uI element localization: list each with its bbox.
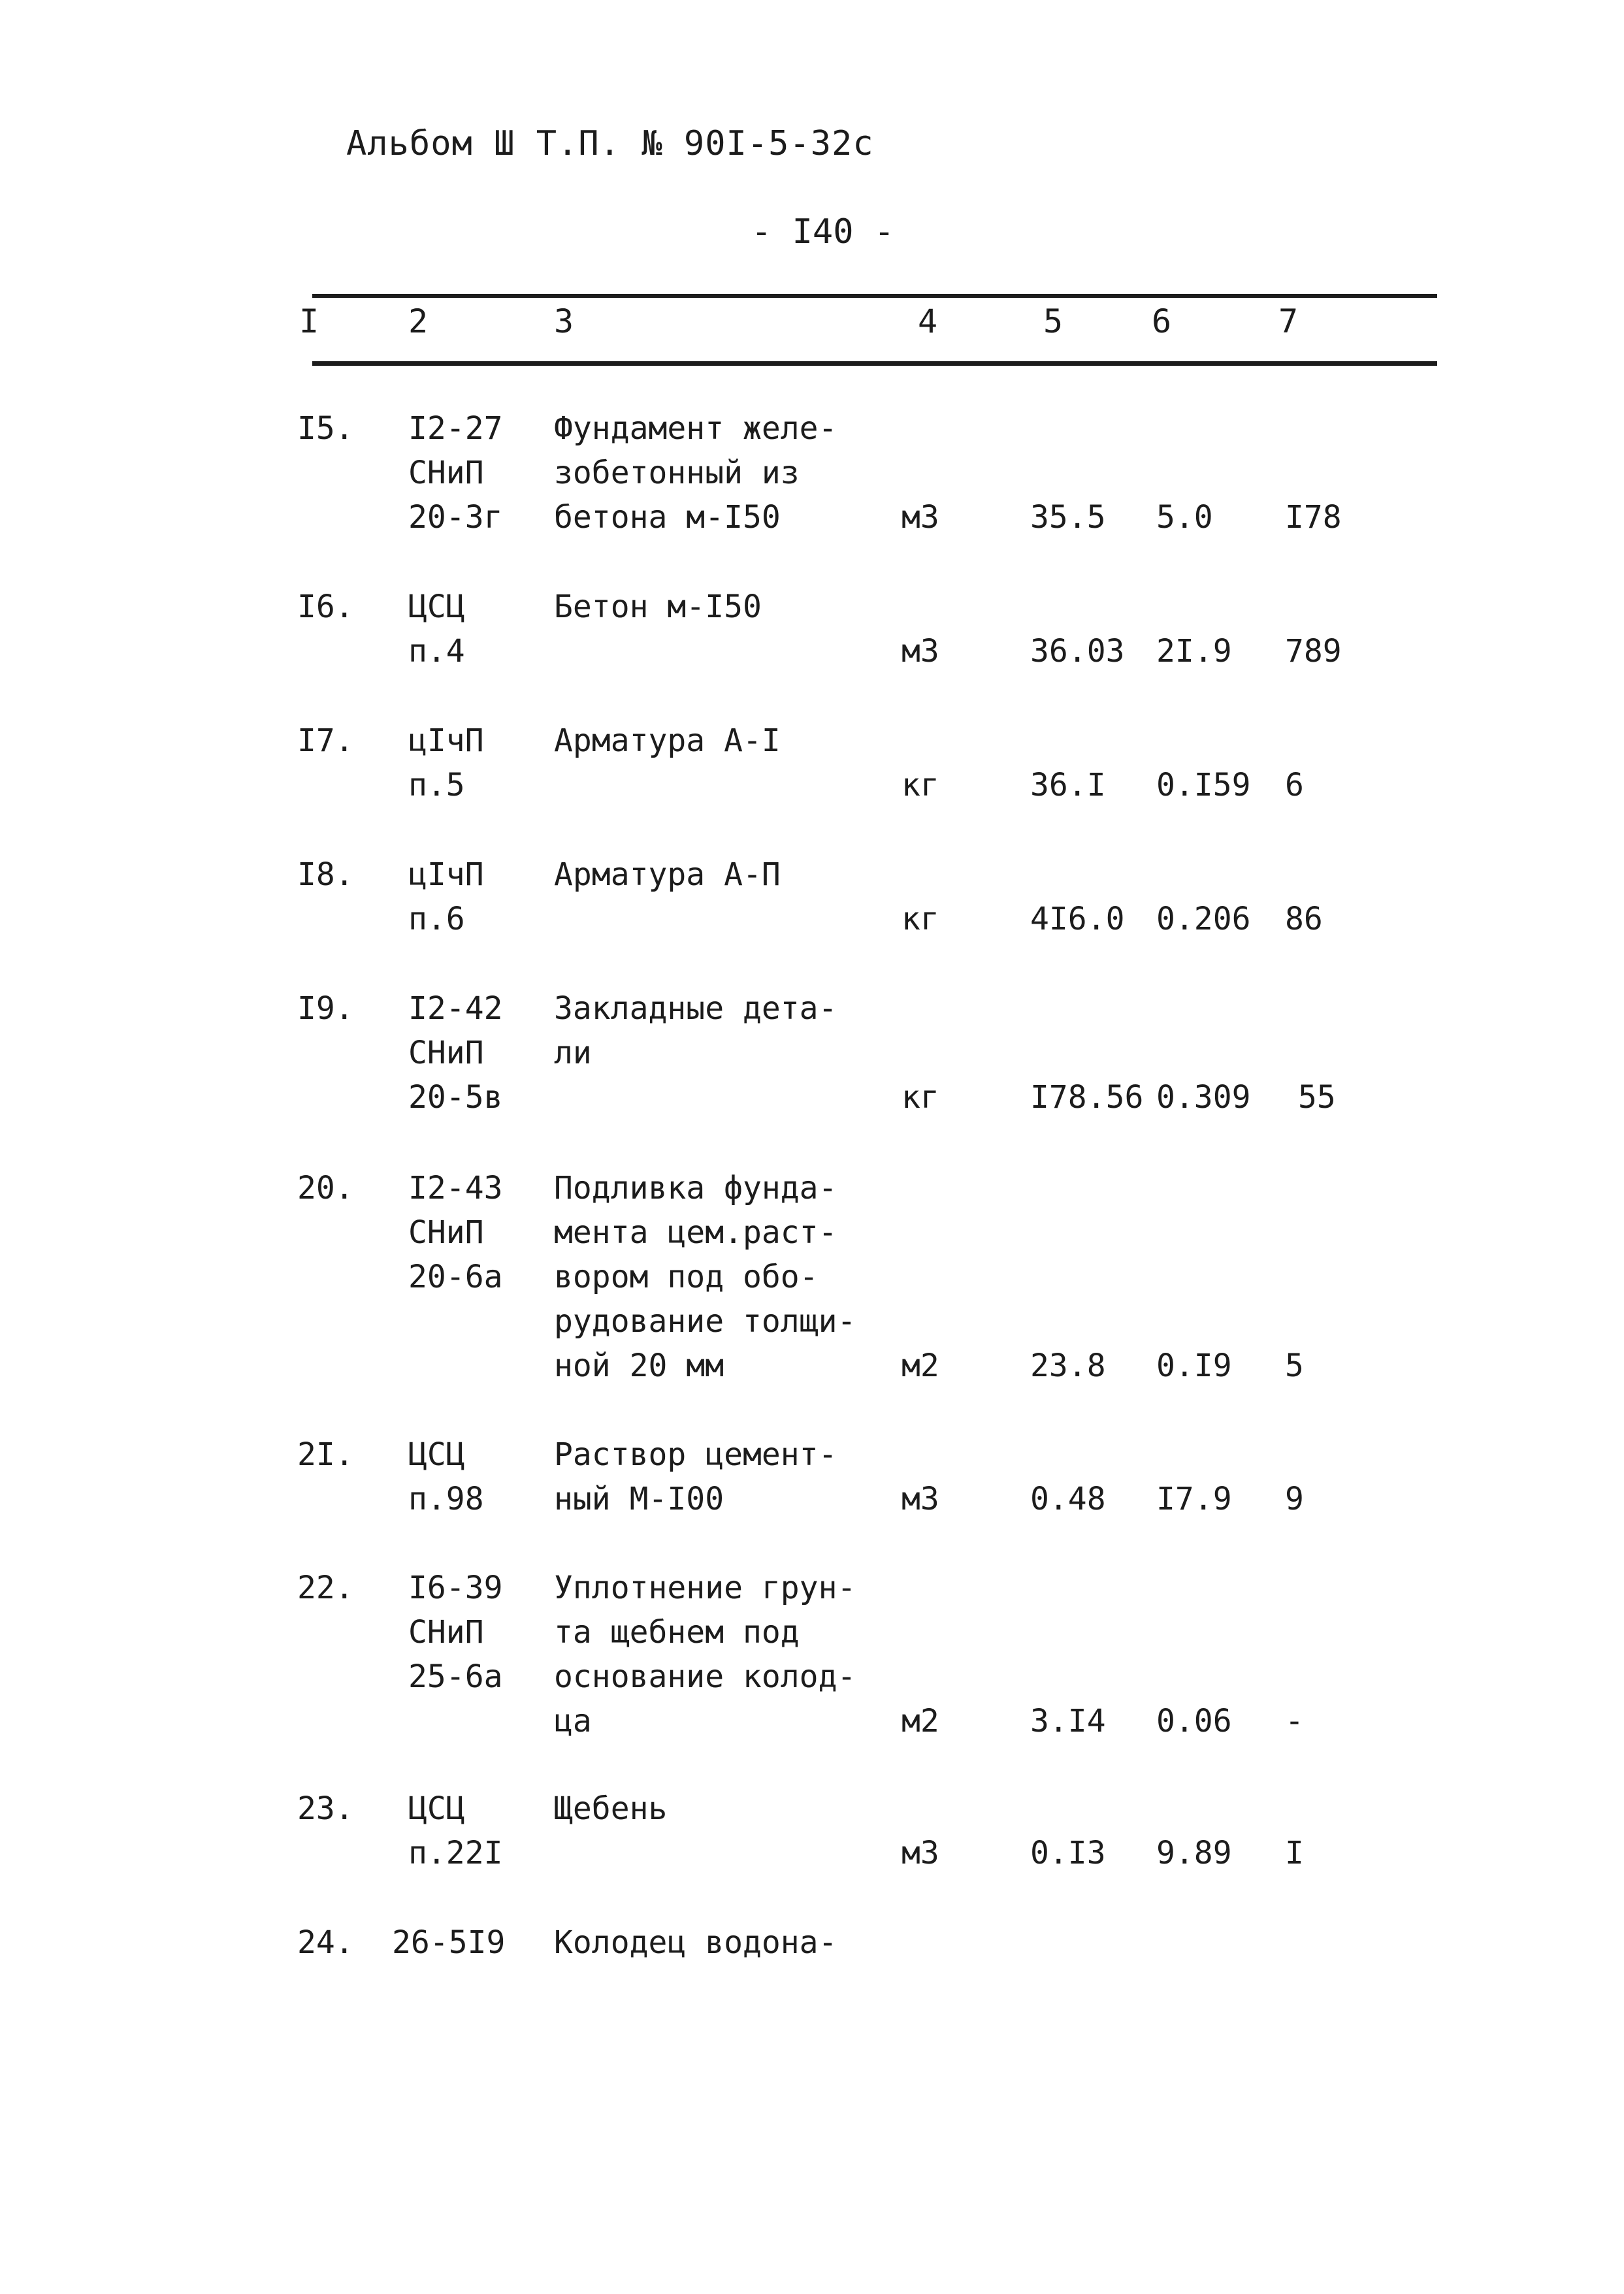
row-number: 22. (297, 1570, 354, 1606)
row-code: ЦСЦ п.4 (408, 589, 465, 670)
column-header-4: 4 (918, 302, 938, 340)
row-code: I2-43 СНиП 20-6а (408, 1170, 503, 1295)
row-unit-price: 0.309 (1156, 1079, 1251, 1116)
row-description: Уплотнение грун- та щебнем под основание колод- ца (554, 1570, 856, 1739)
row-quantity: 23.8 (1030, 1348, 1106, 1384)
row-number: I6. (297, 589, 354, 625)
row-number: I8. (297, 856, 354, 893)
row-quantity: 0.48 (1030, 1481, 1106, 1517)
row-unit: кг (901, 901, 939, 937)
row-unit-price: 2I.9 (1156, 633, 1232, 670)
row-unit: м3 (901, 1481, 939, 1517)
column-header-7: 7 (1278, 302, 1299, 340)
row-description: Подливка фунда- мента цем.раст- вором под обо- рудование толщи- ной 20 мм (554, 1170, 856, 1384)
row-code: 26-5I9 (392, 1924, 506, 1961)
row-total: 86 (1285, 901, 1323, 937)
row-description: Закладные дета- ли (554, 990, 837, 1071)
row-code: I6-39 СНиП 25-6а (408, 1570, 503, 1695)
row-unit: кг (901, 1079, 939, 1116)
row-unit-price: 0.206 (1156, 901, 1251, 937)
column-header-2: 2 (408, 302, 429, 340)
row-quantity: I78.56 (1030, 1079, 1144, 1116)
row-code: I2-27 СНиП 20-3г (408, 410, 503, 536)
row-description: Бетон м-I50 (554, 589, 762, 625)
row-unit-price: 0.I59 (1156, 767, 1251, 803)
album-title: Альбом Ш Т.П. № 90I-5-32с (346, 124, 874, 163)
row-description: Фундамент желе- зобетонный из бетона м-I50 (554, 410, 837, 536)
row-unit: м2 (901, 1348, 939, 1384)
row-unit: м3 (901, 499, 939, 536)
row-quantity: 35.5 (1030, 499, 1106, 536)
row-total: - (1285, 1703, 1304, 1739)
row-total: 6 (1285, 767, 1304, 803)
row-unit-price: I7.9 (1156, 1481, 1232, 1517)
row-number: 2I. (297, 1436, 354, 1473)
row-unit-price: 5.0 (1156, 499, 1213, 536)
row-description: Арматура А-П (554, 856, 781, 893)
row-number: I9. (297, 990, 354, 1027)
row-total: 55 (1298, 1079, 1336, 1116)
row-description: Щебень (554, 1790, 668, 1827)
row-quantity: 36.I (1030, 767, 1106, 803)
row-unit: м2 (901, 1703, 939, 1739)
row-unit: м3 (901, 1835, 939, 1871)
column-header-6: 6 (1152, 302, 1172, 340)
row-number: 23. (297, 1790, 354, 1827)
row-code: ЦСЦ п.98 (408, 1436, 484, 1517)
row-unit: кг (901, 767, 939, 803)
row-description: Раствор цемент- ный М-I00 (554, 1436, 837, 1517)
row-quantity: 4I6.0 (1030, 901, 1125, 937)
row-total: 9 (1285, 1481, 1304, 1517)
row-description: Арматура А-I (554, 722, 781, 759)
row-unit: м3 (901, 633, 939, 670)
row-description: Колодец водона- (554, 1924, 837, 1961)
page-number: - I40 - (751, 212, 895, 251)
row-total: I (1285, 1835, 1304, 1871)
row-unit-price: 0.06 (1156, 1703, 1232, 1739)
row-quantity: 36.03 (1030, 633, 1125, 670)
row-code: ЦСЦ п.22I (408, 1790, 503, 1871)
row-number: I5. (297, 410, 354, 447)
row-total: I78 (1285, 499, 1342, 536)
row-quantity: 0.I3 (1030, 1835, 1106, 1871)
row-unit-price: 0.I9 (1156, 1348, 1232, 1384)
row-number: I7. (297, 722, 354, 759)
row-total: 789 (1285, 633, 1342, 670)
column-header-3: 3 (554, 302, 574, 340)
column-header-1: I (299, 302, 319, 340)
row-number: 24. (297, 1924, 354, 1961)
row-unit-price: 9.89 (1156, 1835, 1232, 1871)
row-code: цIчП п.6 (408, 856, 484, 937)
row-quantity: 3.I4 (1030, 1703, 1106, 1739)
row-number: 20. (297, 1170, 354, 1206)
row-code: цIчП п.5 (408, 722, 484, 803)
row-total: 5 (1285, 1348, 1304, 1384)
row-code: I2-42 СНиП 20-5в (408, 990, 503, 1116)
column-header-5: 5 (1043, 302, 1064, 340)
